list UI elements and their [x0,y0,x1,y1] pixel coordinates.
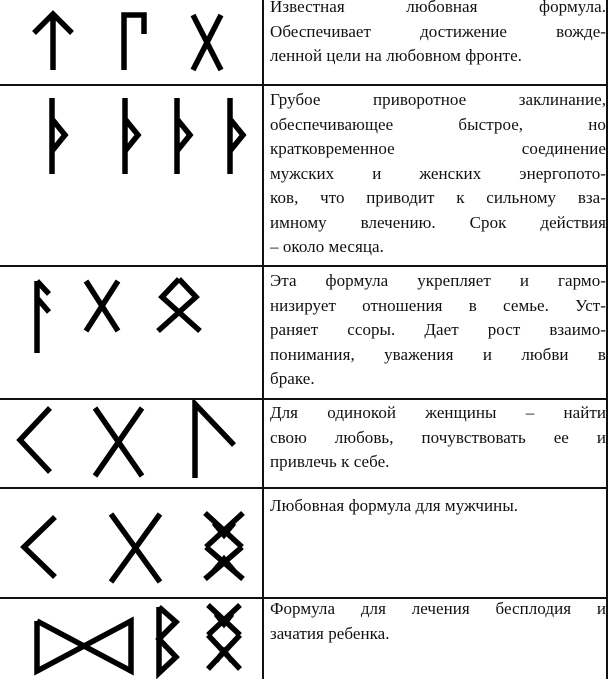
table-row-1-runes [0,0,262,84]
description-line: низирует отношения в семье. Уст- [270,295,606,315]
description-line: привлечь к себе. [270,452,390,471]
ingwaz-rune-icon [208,605,240,669]
gebo-rune-icon [111,514,160,582]
thurisaz-rune-icon [230,98,243,174]
description-line: обеспечивающее быстрое, но [270,114,606,134]
gebo-rune-icon [193,15,221,70]
laguz-rune-icon [195,404,234,478]
description-line: ленной цели на любовном фронте. [270,46,522,65]
description-line: Любовная формула для мужчины. [270,496,519,515]
table-row-1-description [270,0,606,69]
description-line: раняет ссоры. Дает рост взаимо- [270,320,606,339]
description-line: понимания, уважения и любви в [270,344,606,364]
description-line: Эта формула укрепляет и гармо- [270,271,606,290]
thurisaz-rune-icon [125,98,138,174]
table-row-2-description [270,88,606,260]
table-row-4-runes [0,400,262,487]
table-row-3-description [270,269,606,392]
description-line: Формула для лечения бесплодия и [270,599,606,618]
othala-rune-icon [158,279,200,331]
description-line: Обеспечивает достижение вожде- [270,21,606,41]
gebo-rune-icon [95,408,142,476]
kenaz-rune-icon [24,517,55,577]
uruz-rune-icon [124,15,144,70]
gebo-rune-icon [86,281,118,331]
thurisaz-rune-icon [52,98,65,174]
table-row-6-runes [0,599,262,679]
description-line: браке. [270,369,315,388]
ingwaz-rune-icon [205,513,243,579]
description-line: Грубое приворотное заклинание, [270,90,606,109]
description-line: Известная любовная формула. [270,0,606,16]
table-row-4-description [270,401,606,475]
description-line: – около месяца. [270,237,384,256]
berkana-rune-icon [159,607,176,673]
description-line: кратковременное соединение [270,139,606,158]
table-row-5-description [270,494,606,519]
table-row-5-runes [0,489,262,597]
column-divider [262,0,264,679]
description-line: ков, что приводит к сильному вза- [270,188,606,207]
teiwaz-rune-icon [34,14,72,70]
ansuz-rune-icon [37,281,49,353]
table-row-3-runes [0,267,262,398]
description-line: Для одинокой женщины – найти [270,403,606,422]
description-line: мужских и женских энергопото- [270,163,606,183]
kenaz-rune-icon [20,408,50,472]
table-row-2-runes [0,86,262,265]
description-line: свою любовь, почувствовать ее и [270,427,606,447]
table-row-6-description [270,597,606,646]
thurisaz-rune-icon [177,98,190,174]
description-line: зачатия ребенка. [270,623,390,643]
dagaz-rune-icon [37,621,131,671]
description-line: имному влечению. Срок действия [270,212,606,232]
